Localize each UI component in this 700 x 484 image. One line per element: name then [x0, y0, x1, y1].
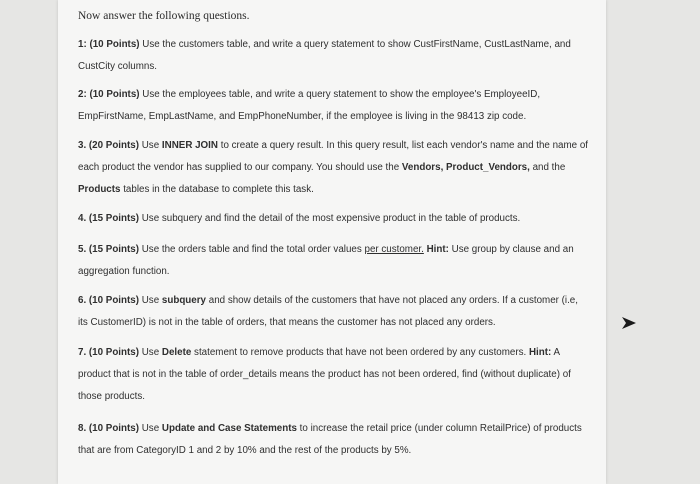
- question-text: Use group by clause and an aggregation function.: [78, 244, 574, 277]
- question-3: [78, 135, 590, 201]
- question-text: and show details of the customers that have not placed any orders. If a customer (i.e, its CustomerID) is not in the table of orders, that means the customer has not placed any orders.: [78, 295, 578, 328]
- keyword: Delete: [161, 347, 192, 358]
- question-number: 1:: [78, 39, 87, 50]
- question-number: 5.: [78, 244, 87, 255]
- question-points: (10 Points): [89, 89, 140, 100]
- question-number: 3.: [78, 140, 87, 151]
- question-text: statement to remove products that have not been ordered by any customers.: [194, 347, 527, 358]
- question-text: Use the employees table, and write a query statement to show the employee's EmployeeID, EmpFirstName, EmpLastName, and EmpPhoneNumber, if the employee is living in the 98413 zip code.: [78, 89, 541, 122]
- question-8: [78, 418, 590, 462]
- question-points: (10 Points): [89, 39, 140, 50]
- question-6: [78, 290, 590, 334]
- question-text: to create a query result. In this query result, list each vendor's name and the name of each product the vendor has supplied to our company. You should use the: [78, 140, 588, 173]
- question-text: Use the orders table and find the total order values: [141, 244, 362, 255]
- question-points: (15 Points): [88, 213, 139, 224]
- question-points: (15 Points): [88, 244, 139, 255]
- question-number: 4.: [78, 213, 87, 224]
- question-7: [78, 342, 590, 408]
- keyword: INNER JOIN: [161, 140, 218, 151]
- question-number: 2:: [78, 89, 87, 100]
- question-points: (20 Points): [88, 140, 139, 151]
- question-text: Use: [141, 347, 160, 358]
- question-text: and the: [532, 162, 566, 173]
- question-1: [78, 34, 590, 78]
- question-text: tables in the database to complete this task.: [123, 184, 314, 195]
- hint-label: Hint:: [426, 244, 449, 255]
- question-text: Use: [141, 423, 160, 434]
- table-name: Products: [78, 184, 121, 195]
- question-points: (10 Points): [88, 295, 139, 306]
- question-4: [78, 208, 590, 230]
- question-points: (10 Points): [88, 423, 139, 434]
- underlined-text: per customer.: [364, 244, 424, 255]
- question-text: Use: [141, 140, 160, 151]
- intro-text: Now answer the following questions.: [78, 10, 250, 22]
- keyword: subquery: [161, 295, 207, 306]
- mouse-cursor-icon: [621, 316, 637, 330]
- question-text: Use: [141, 295, 160, 306]
- question-text: to increase the retail price (under column RetailPrice) of products that are from CategoryID 1 and 2 by 10% and the rest of the products by 5%.: [78, 423, 582, 456]
- keyword: Update and Case Statements: [161, 423, 297, 434]
- question-number: 6.: [78, 295, 87, 306]
- question-text: Use subquery and find the detail of the most expensive product in the table of products.: [141, 213, 521, 224]
- question-text: Use the customers table, and write a query statement to show CustFirstName, CustLastName, and CustCity columns.: [78, 39, 571, 72]
- question-points: (10 Points): [88, 347, 139, 358]
- hint-label: Hint:: [528, 347, 552, 358]
- table-name: Vendors, Product_Vendors,: [401, 162, 530, 173]
- question-2: [78, 84, 590, 128]
- question-number: 7.: [78, 347, 87, 358]
- question-text: A product that is not in the table of order_details means the product has not been ordered, find (without duplicate) of those products.: [78, 347, 571, 402]
- question-5: [78, 239, 590, 283]
- question-number: 8.: [78, 423, 87, 434]
